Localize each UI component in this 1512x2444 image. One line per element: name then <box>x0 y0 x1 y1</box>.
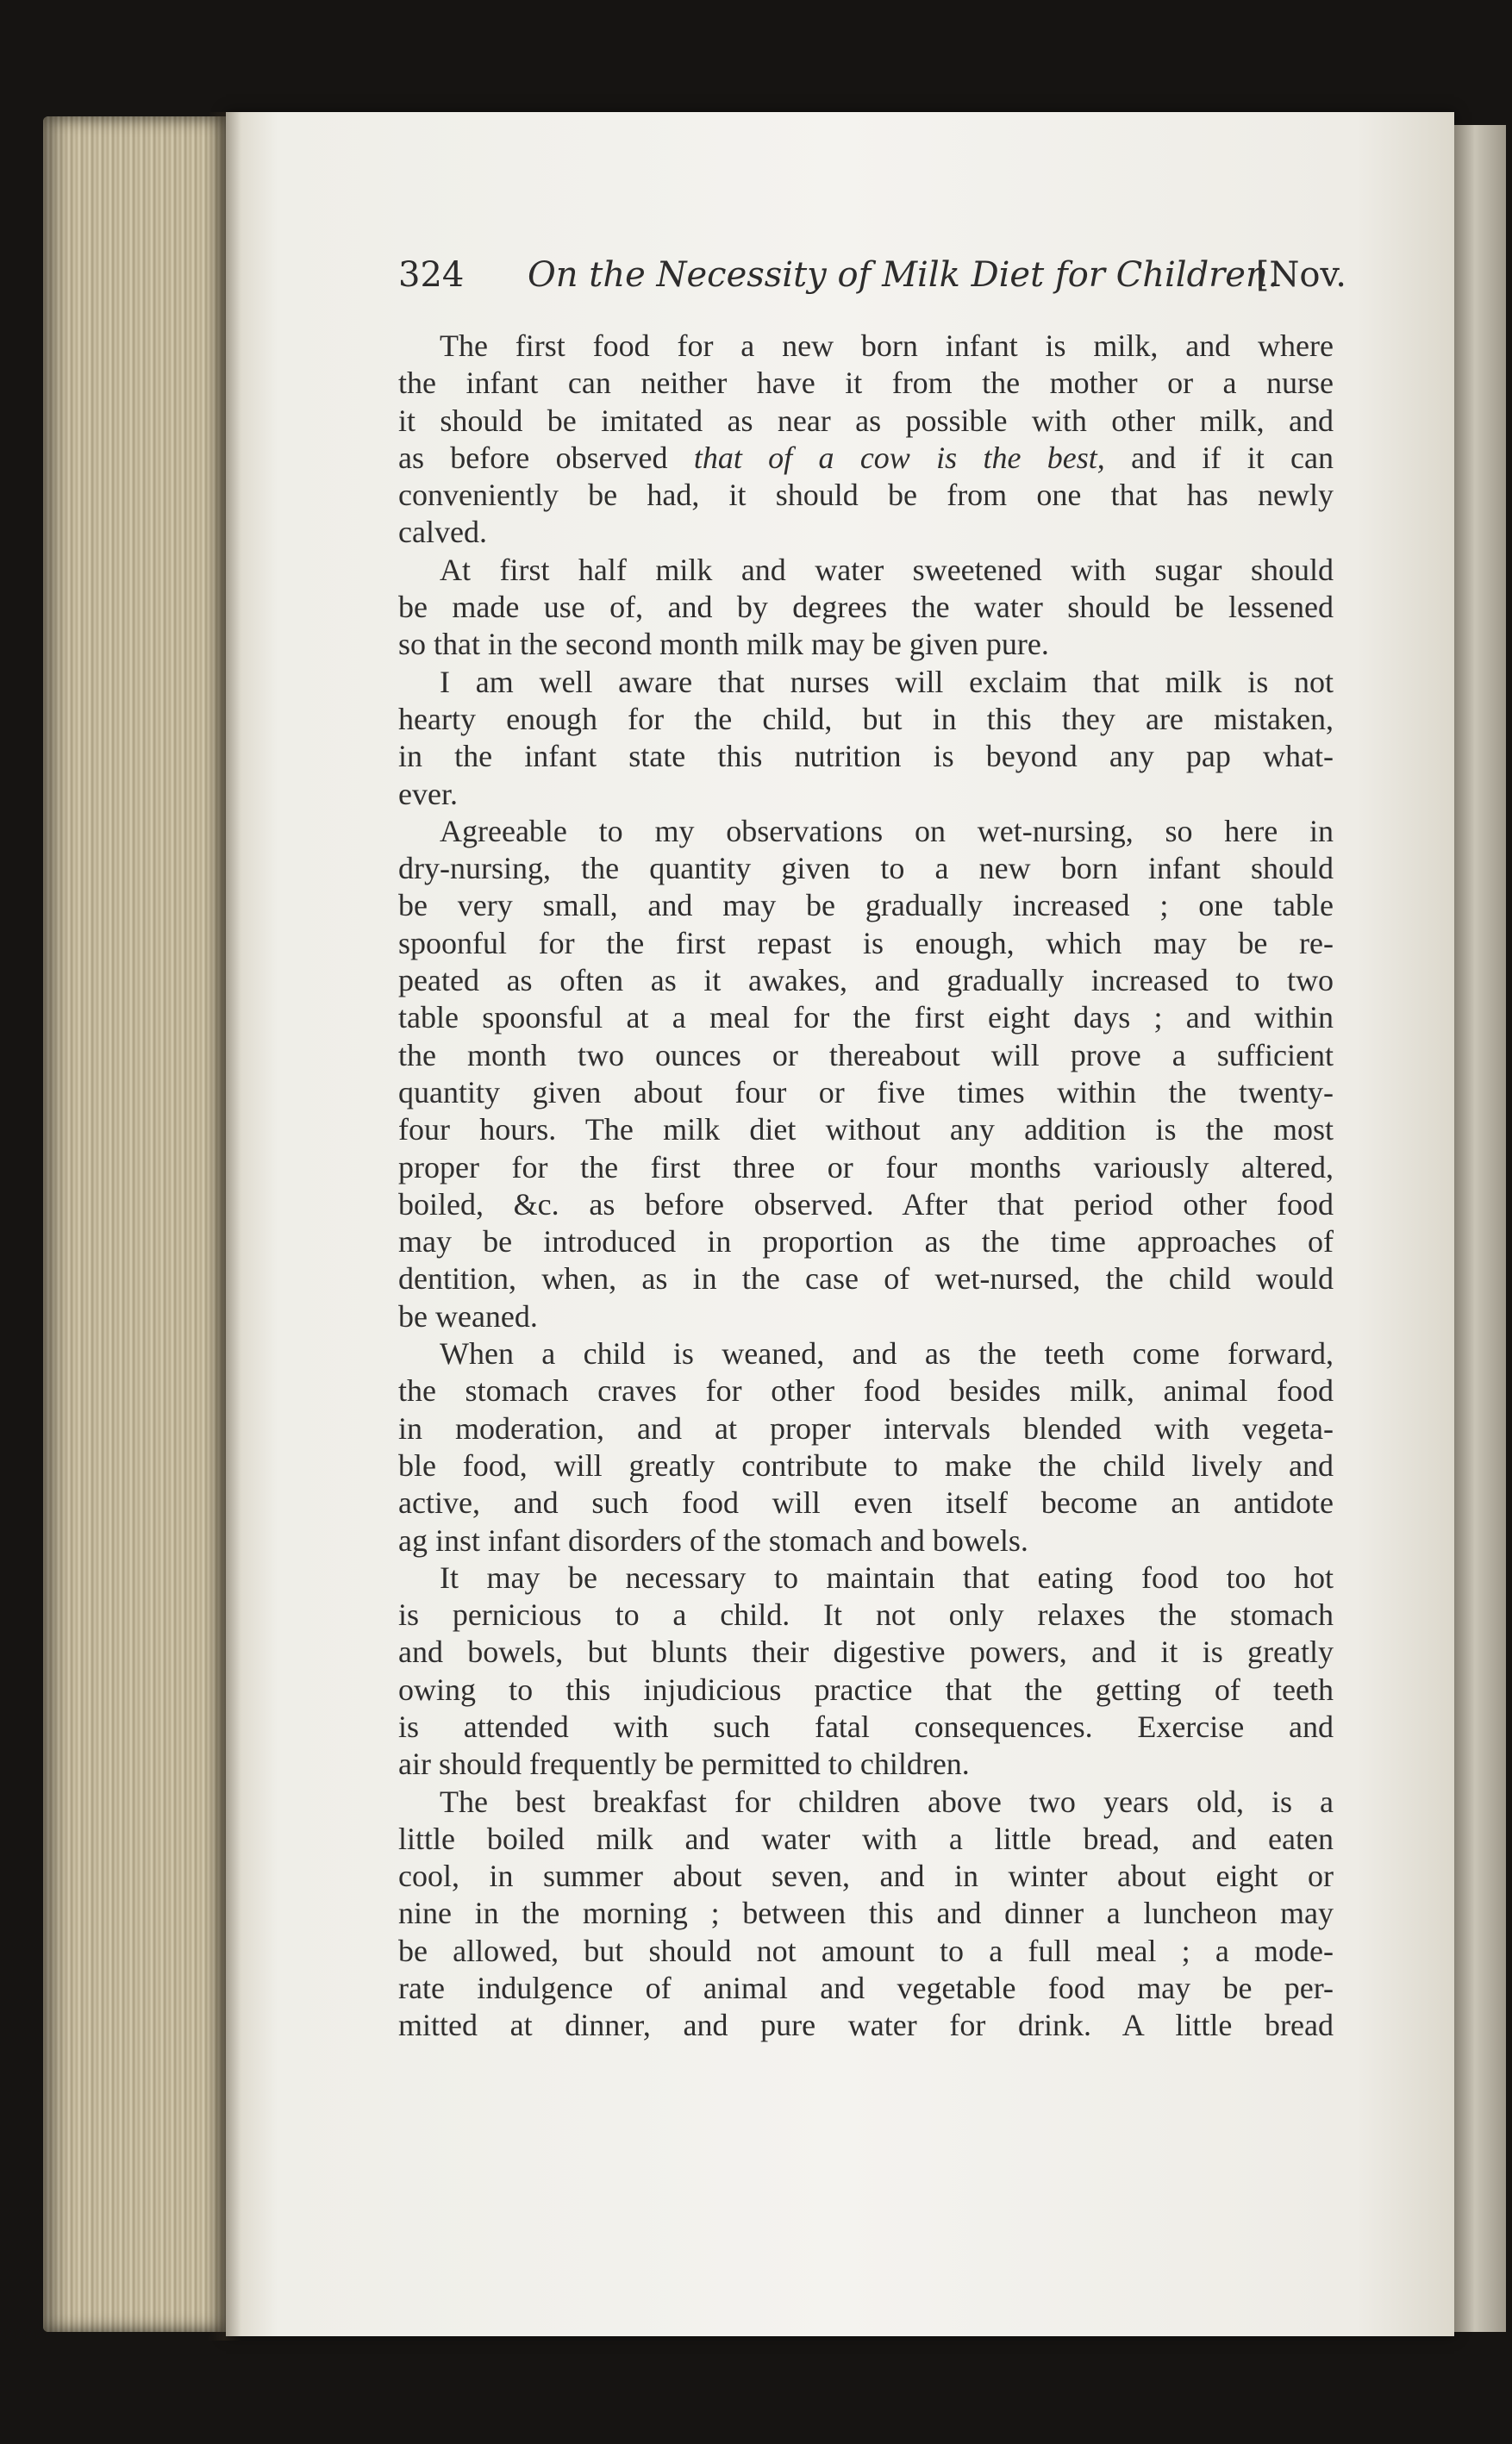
gutter-shadow <box>207 112 241 2341</box>
text-line: proper for the first three or four months variously altered, <box>398 1149 1334 1184</box>
text-line: ag inst infant disorders of the stomach and bowels. <box>398 1522 1028 1558</box>
text-line: in moderation, and at proper intervals blended with vegeta- <box>398 1410 1334 1446</box>
text-line: boiled, &c. as before observed. After that period other food <box>398 1186 1334 1222</box>
text-line: The best breakfast for children above two years old, is a <box>440 1784 1334 1819</box>
text-line: It may be necessary to maintain that eating food too hot <box>440 1560 1334 1595</box>
text-line: ever. <box>398 776 458 811</box>
book-page-stack-edge <box>43 116 228 2332</box>
text-line: calved. <box>398 515 487 550</box>
text-run: as before observed <box>398 440 694 475</box>
text-line: mitted at dinner, and pure water for drink. A little bread <box>398 2008 1334 2043</box>
italic-emphasis: that of a cow is the best, <box>693 440 1105 475</box>
text-line: the infant can neither have it from the mother or a nurse <box>398 366 1334 401</box>
text-line: quantity given about four or five times within the twenty- <box>398 1074 1334 1109</box>
text-line: cool, in summer about seven, and in winter about eight or <box>398 1859 1334 1894</box>
header-month: [Nov. <box>1255 255 1346 295</box>
text-line: I am well aware that nurses will exclaim that milk is not <box>440 664 1334 699</box>
text-line: dry-nursing, the quantity given to a new born infant should <box>398 851 1334 886</box>
text-line: owing to this injudicious practice that the getting of teeth <box>398 1672 1334 1707</box>
text-line: At first half milk and water sweetened with sugar should <box>440 552 1334 587</box>
text-line: When a child is weaned, and as the teeth come forward, <box>440 1336 1334 1372</box>
text-line: active, and such food will even itself become an antidote <box>398 1485 1334 1521</box>
text-line: ble food, will greatly contribute to make the child lively and <box>398 1447 1334 1483</box>
text-line: peated as often as it awakes, and gradually increased to two <box>398 963 1334 998</box>
running-title: On the Necessity of Milk Diet for Children. <box>528 255 1279 295</box>
text-line: air should frequently be permitted to children. <box>398 1747 970 1782</box>
text-line: be made use of, and by degrees the water should be lessened <box>398 590 1334 625</box>
text-line: is pernicious to a child. It not only relaxes the stomach <box>398 1597 1334 1633</box>
text-line: be very small, and may be gradually increased ; one table <box>398 888 1334 923</box>
text-line: The first food for a new born infant is milk, and where <box>440 328 1334 363</box>
text-line: it should be imitated as near as possible with other milk, and <box>398 403 1334 438</box>
text-line: four hours. The milk diet without any addition is the most <box>398 1112 1334 1147</box>
text-line: is attended with such fatal consequences. Exercise and <box>398 1709 1334 1744</box>
text-line: nine in the morning ; between this and dinner a luncheon may <box>398 1896 1334 1931</box>
text-line: in the infant state this nutrition is beyond any pap what- <box>398 739 1334 774</box>
text-line: the month two ounces or thereabout will prove a sufficient <box>398 1037 1334 1072</box>
facing-page-edge <box>1454 125 1506 2332</box>
text-line <box>398 440 1334 477</box>
text-line: may be introduced in proportion as the time approaches of <box>398 1224 1334 1260</box>
text-run: and if it can <box>1104 440 1334 475</box>
text-line: the stomach craves for other food besides milk, animal food <box>398 1373 1334 1409</box>
article-body <box>398 328 1334 2045</box>
text-line: conveniently be had, it should be from one that has newly <box>398 478 1334 513</box>
running-header <box>398 255 1346 302</box>
text-line: spoonful for the first repast is enough, which may be re- <box>398 925 1334 960</box>
text-line: be allowed, but should not amount to a full meal ; a mode- <box>398 1933 1334 1968</box>
text-line: little boiled milk and water with a little bread, and eaten <box>398 1821 1334 1856</box>
text-line: table spoonsful at a meal for the first eight days ; and within <box>398 1000 1334 1035</box>
text-line: so that in the second month milk may be given pure. <box>398 627 1049 662</box>
text-line: hearty enough for the child, but in this they are mistaken, <box>398 701 1334 736</box>
text-line: be weaned. <box>398 1298 538 1334</box>
text-line: Agreeable to my observations on wet-nursing, so here in <box>440 813 1334 848</box>
text-line: dentition, when, as in the case of wet-nursed, the child would <box>398 1261 1334 1297</box>
text-line: and bowels, but blunts their digestive powers, and it is greatly <box>398 1635 1334 1670</box>
page-number: 324 <box>398 255 465 295</box>
text-line: rate indulgence of animal and vegetable food may be per- <box>398 1971 1334 2006</box>
